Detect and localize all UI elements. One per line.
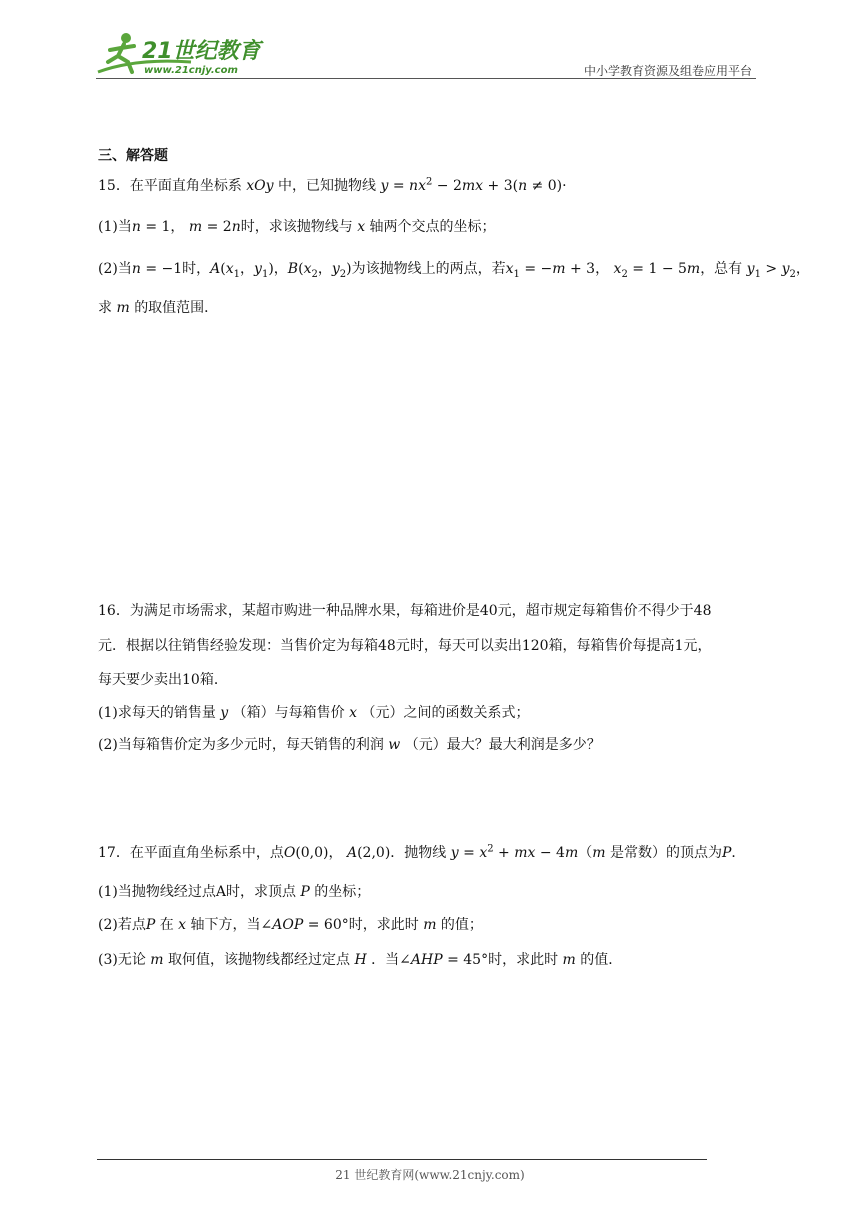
q16-line-2: 元．根据以往销售经验发现：当售价定为每箱48元时，每天可以卖出120箱，每箱售价每提高1元， — [98, 638, 712, 654]
q15-line-3: (2)当n = −1时，$A(x_1$，$y_1$)，$B(x_2$，$y_2$)为该抛物线上的两点，若$x_1 = -m + 3$， $x_2 = 1 - 5m$，总有 $y_1 > y_2$， — [98, 261, 810, 280]
q16-line-3: 每天要少卖出10箱． — [98, 672, 228, 688]
q17-line-4: (3)无论 m 取何值，该抛物线都经过定点 H ．当∠AHP = 45°时，求此时 m 的值． — [98, 952, 623, 968]
header-divider — [96, 78, 756, 79]
platform-name: 中小学教育资源及组卷应用平台 — [583, 64, 752, 78]
q17-line-1: 17．在平面直角坐标系中，点O(0,0)， A(2,0)．抛物线 $y = x^2$ + mx − 4m（m 是常数）的顶点为P． — [98, 843, 746, 861]
page-header — [96, 28, 756, 80]
svg-text:21世纪教育: 21世纪教育 — [142, 39, 261, 64]
section-title: 三、解答题 — [98, 148, 168, 164]
21cnjy-logo — [96, 28, 266, 78]
q17-line-2: (1)当抛物线经过点A时，求顶点 P 的坐标； — [98, 884, 371, 900]
page-footer: 21 世纪教育网(www.21cnjy.com) — [335, 1168, 525, 1182]
q16-line-4: (1)求每天的销售量 y （箱）与每箱售价 x （元）之间的函数关系式； — [98, 705, 530, 721]
q15-line-2: (1)当n = 1， m = 2n时，求该抛物线与 x 轴两个交点的坐标； — [98, 219, 496, 235]
footer-divider — [97, 1159, 707, 1160]
q16-line-1: 16．为满足市场需求，某超市购进一种品牌水果，每箱进价是40元，超市规定每箱售价不得少于48 — [98, 603, 712, 619]
q15-line-1: 15．在平面直角坐标系 xOy 中，已知抛物线 $y = nx^2 - 2mx + 3(n \ne 0)\cdot$ — [98, 176, 567, 194]
q15-line-4: 求 m 的取值范围． — [98, 300, 219, 316]
svg-text:www.21cnjy.com: www.21cnjy.com — [144, 65, 238, 76]
q17-line-3: (2)若点P 在 x 轴下方，当∠AOP = 60°时，求此时 m 的值； — [98, 917, 483, 933]
q16-line-5: (2)当每箱售价定为多少元时，每天销售的利润 w （元）最大？最大利润是多少？ — [98, 737, 601, 753]
